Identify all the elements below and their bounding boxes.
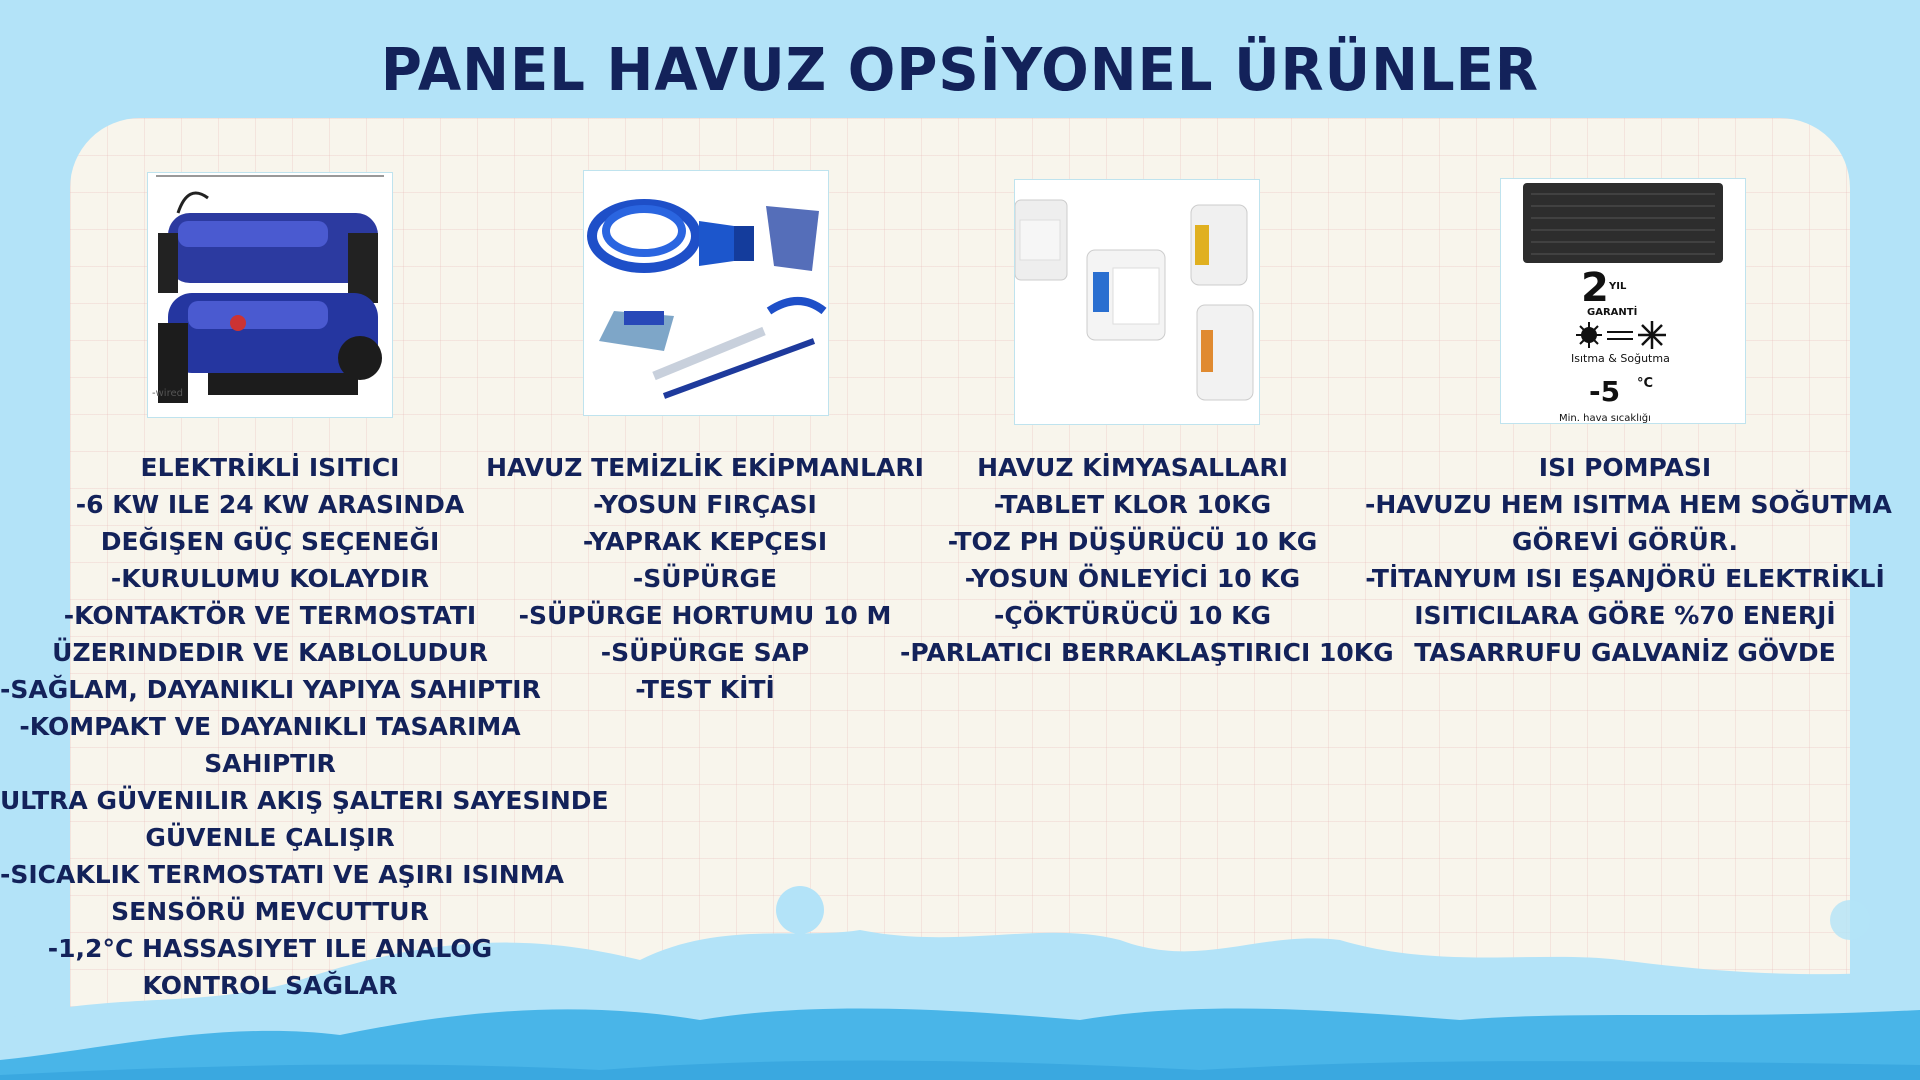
modes-label: Isıtma & Soğutma (1571, 352, 1670, 365)
product-feature-line: KONTROL SAĞLAR (142, 971, 398, 1000)
product-title: ISI POMPASI (1538, 453, 1712, 482)
product-feature-line: -TOZ PH DÜŞÜRÜCÜ 10 KG (947, 527, 1318, 556)
product-feature-line: -YAPRAK KEPÇESI (582, 527, 828, 556)
pool-chemicals-image (1014, 179, 1260, 425)
product-feature-line: SAHIPTIR (204, 749, 336, 778)
product-feature-line: -HAVUZU HEM ISITMA HEM SOĞUTMA (1365, 490, 1892, 519)
product-feature-line: -KURULUMU KOLAYDIR (110, 564, 430, 593)
warranty-label: GARANTİ (1587, 307, 1638, 318)
product-feature-line: ISITICILARA GÖRE %70 ENERJİ (1414, 601, 1836, 630)
product-feature-line: -1,2°C HASSASIYET ILE ANALOG (47, 934, 493, 963)
product-feature-line: -SAĞLAM, DAYANIKLI YAPIYA SAHIPTIR (0, 675, 541, 704)
product-feature-line: -6 KW ILE 24 KW ARASINDA (75, 490, 465, 519)
product-feature-line: TASARRUFU GALVANİZ GÖVDE (1414, 638, 1836, 667)
product-feature-line: -YOSUN FIRÇASI (593, 490, 817, 519)
product-feature-line: -KONTAKTÖR VE TERMOSTATI (63, 601, 477, 630)
product-feature-line: -SICAKLIK TERMOSTATI VE AŞIRI ISINMA (0, 860, 564, 889)
product-feature-line: -ÇÖKTÜRÜCÜ 10 KG (994, 601, 1271, 630)
product-feature-line: -TİTANYUM ISI EŞANJÖRÜ ELEKTRİKLİ (1365, 564, 1885, 593)
chemicals-description (900, 449, 1394, 671)
heater-description (0, 449, 609, 1004)
warranty-years: 2 (1581, 265, 1609, 311)
page-title: PANEL HAVUZ OPSİYONEL ÜRÜNLER (380, 36, 1540, 105)
product-feature-line: -SÜPÜRGE (632, 564, 778, 593)
min-temp-note: Min. hava sıcaklığı (1559, 413, 1651, 423)
product-feature-line: -PARLATICI BERRAKLAŞTIRICI 10KG (900, 638, 1394, 667)
product-feature-line: GÖREVİ GÖRÜR. (1512, 527, 1738, 556)
product-feature-line: -SÜPÜRGE SAP (600, 638, 810, 667)
product-feature-line: DEĞIŞEN GÜÇ SEÇENEĞI (100, 527, 440, 556)
cleaning-description (480, 449, 930, 708)
product-title: HAVUZ KİMYASALLARI (977, 453, 1288, 482)
product-feature-line: GÜVENLE ÇALIŞIR (145, 823, 395, 852)
snowflake-icon (1638, 321, 1666, 349)
photo-caption: -wired (152, 388, 183, 399)
product-title: HAVUZ TEMİZLİK EKİPMANLARI (486, 453, 924, 482)
product-feature-line: -SÜPÜRGE HORTUMU 10 M (518, 601, 892, 630)
heat-pump-description (1365, 449, 1892, 671)
min-temp: -5 (1589, 375, 1621, 408)
product-feature-line: -YOSUN ÖNLEYİCİ 10 KG (964, 564, 1301, 593)
product-feature-line: -TABLET KLOR 10KG (993, 490, 1272, 519)
product-feature-line: SENSÖRÜ MEVCUTTUR (111, 897, 429, 926)
heat-pump-image (1500, 178, 1746, 424)
electric-heater-image (147, 172, 393, 418)
product-feature-line: ÜZERINDEDIR VE KABLOLUDUR (52, 638, 488, 667)
product-title: ELEKTRİKLİ ISITICI (140, 453, 400, 482)
cleaning-equipment-image (583, 170, 829, 416)
product-feature-line: -TEST KİTİ (635, 675, 775, 704)
product-feature-line: -KOMPAKT VE DAYANIKLI TASARIMA (19, 712, 521, 741)
warranty-unit: YIL (1609, 281, 1627, 292)
min-temp-unit: °C (1637, 376, 1654, 391)
product-feature-line: ULTRA GÜVENILIR AKIŞ ŞALTERI SAYESINDE (0, 786, 609, 815)
